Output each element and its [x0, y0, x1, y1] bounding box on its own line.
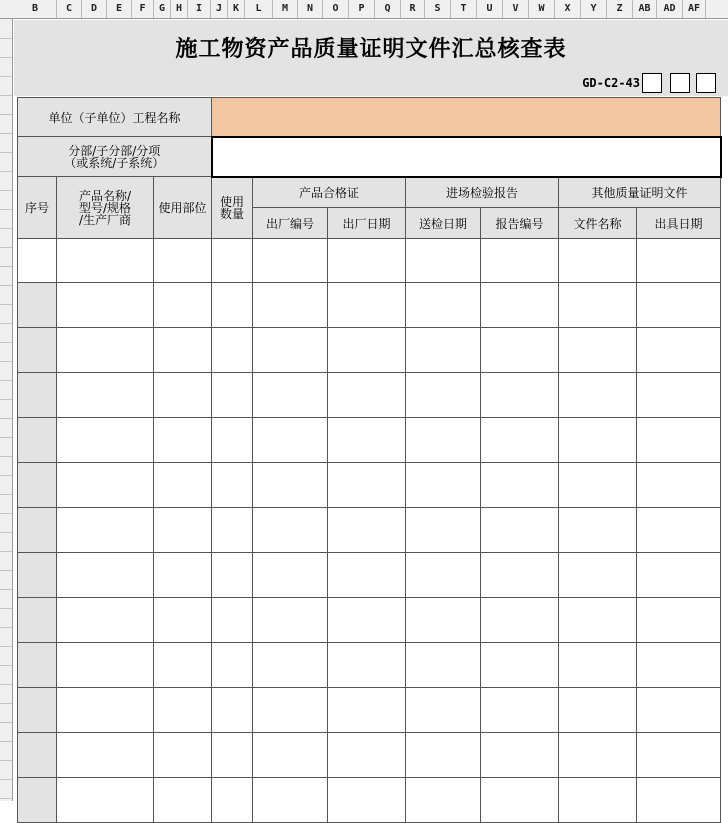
page-title: 施工物资产品质量证明文件汇总核查表: [175, 37, 567, 62]
table-cell[interactable]: [212, 508, 253, 553]
row-header-tick: [0, 513, 12, 514]
table-cell[interactable]: [637, 239, 721, 283]
row-seq-cell[interactable]: [18, 373, 57, 418]
table-cell[interactable]: [406, 553, 481, 598]
table-cell[interactable]: [559, 239, 637, 283]
table-cell[interactable]: [154, 553, 212, 598]
table-cell[interactable]: [559, 508, 637, 553]
row-header-tick: [0, 779, 12, 780]
row-seq-cell[interactable]: [18, 733, 57, 778]
header-group-certificate: 产品合格证: [253, 177, 406, 208]
column-header-u[interactable]: U: [477, 0, 503, 18]
table-cell[interactable]: [57, 778, 154, 823]
table-cell[interactable]: [481, 778, 559, 823]
row-header-tick: [0, 57, 12, 58]
column-header-s[interactable]: S: [425, 0, 451, 18]
column-header-v[interactable]: V: [503, 0, 529, 18]
table-cell[interactable]: [559, 553, 637, 598]
table-cell[interactable]: [637, 643, 721, 688]
column-header-i[interactable]: I: [188, 0, 211, 18]
table-cell[interactable]: [481, 688, 559, 733]
table-cell[interactable]: [637, 283, 721, 328]
column-header-j[interactable]: J: [211, 0, 228, 18]
table-cell[interactable]: [154, 283, 212, 328]
table-row: [18, 239, 721, 283]
column-header-o[interactable]: O: [323, 0, 349, 18]
table-cell[interactable]: [57, 508, 154, 553]
table-cell[interactable]: [154, 418, 212, 463]
table-row: [18, 283, 721, 328]
table-cell[interactable]: [406, 778, 481, 823]
table-cell[interactable]: [154, 598, 212, 643]
doc-number-box-3[interactable]: [696, 73, 716, 93]
header-product-line3: /生产厂商: [78, 212, 132, 227]
column-header-n[interactable]: N: [298, 0, 323, 18]
table-cell[interactable]: [328, 508, 406, 553]
column-header-w[interactable]: W: [529, 0, 555, 18]
header-seq: [18, 177, 57, 239]
table-cell[interactable]: [328, 418, 406, 463]
row-header-tick: [0, 665, 12, 666]
row-header-tick: [0, 589, 12, 590]
title-area: [14, 20, 728, 96]
subdivision-label-cell: [18, 137, 212, 177]
row-header-tick: [0, 437, 12, 438]
header-use-qty: [212, 177, 253, 239]
column-header-h[interactable]: H: [171, 0, 188, 18]
table-cell[interactable]: [328, 598, 406, 643]
table-cell[interactable]: [559, 463, 637, 508]
row-header-tick: [0, 323, 12, 324]
table-cell[interactable]: [57, 239, 154, 283]
table-row: [18, 553, 721, 598]
unit-project-label-cell: [18, 98, 212, 137]
table-cell[interactable]: [481, 283, 559, 328]
table-cell[interactable]: [253, 598, 328, 643]
table-cell[interactable]: [154, 239, 212, 283]
row-header-tick: [0, 760, 12, 761]
table-cell[interactable]: [154, 778, 212, 823]
row-seq-cell[interactable]: [18, 598, 57, 643]
row-header-tick: [0, 95, 12, 96]
table-cell[interactable]: [253, 373, 328, 418]
header-issue-date: 出具日期: [637, 208, 721, 239]
table-cell[interactable]: [637, 373, 721, 418]
header-use-qty-line2: 数量: [219, 206, 244, 221]
table-cell[interactable]: [481, 643, 559, 688]
table-cell[interactable]: [637, 328, 721, 373]
table-cell[interactable]: [481, 553, 559, 598]
subdivision-label-line2: （或系统/子系统）: [64, 155, 165, 170]
row-seq-cell[interactable]: [18, 688, 57, 733]
header-group-other: 其他质量证明文件: [559, 177, 721, 208]
table-cell[interactable]: [637, 598, 721, 643]
table-cell[interactable]: [559, 373, 637, 418]
column-header-r[interactable]: R: [401, 0, 425, 18]
table-cell[interactable]: [57, 688, 154, 733]
table-cell[interactable]: [328, 643, 406, 688]
table-cell[interactable]: [637, 418, 721, 463]
table-cell[interactable]: [559, 283, 637, 328]
table-cell[interactable]: [154, 508, 212, 553]
table-row: [18, 778, 721, 823]
table-cell[interactable]: [559, 643, 637, 688]
row-header-tick: [0, 627, 12, 628]
table-cell[interactable]: [328, 328, 406, 373]
table-cell[interactable]: [406, 373, 481, 418]
table-cell[interactable]: [212, 418, 253, 463]
doc-number-box-2[interactable]: [670, 73, 690, 93]
row-seq-cell[interactable]: [18, 283, 57, 328]
table-cell[interactable]: [559, 733, 637, 778]
table-cell[interactable]: [57, 643, 154, 688]
form-table: [17, 97, 722, 823]
table-cell[interactable]: [328, 778, 406, 823]
table-cell[interactable]: [253, 463, 328, 508]
table-cell[interactable]: [637, 508, 721, 553]
header-product-line1: 产品名称/: [78, 188, 132, 203]
table-cell[interactable]: [328, 239, 406, 283]
table-cell[interactable]: [212, 598, 253, 643]
row-header-tick: [0, 285, 12, 286]
unit-project-input[interactable]: [212, 98, 721, 137]
table-cell[interactable]: [406, 463, 481, 508]
row-header-tick: [0, 361, 12, 362]
table-cell[interactable]: [57, 283, 154, 328]
unit-project-label: 单位（子单位）工程名称: [48, 110, 181, 125]
header-seq-label: 序号: [24, 201, 49, 215]
table-row: [18, 373, 721, 418]
row-header-tick: [0, 304, 12, 305]
table-row: [18, 598, 721, 643]
row-header-tick: [0, 798, 12, 799]
row-seq-cell[interactable]: [18, 418, 57, 463]
column-header-x[interactable]: X: [555, 0, 581, 18]
column-header-strip: [0, 0, 728, 19]
header-factory-date: 出厂日期: [328, 208, 406, 239]
table-cell[interactable]: [57, 373, 154, 418]
row-header-tick: [0, 570, 12, 571]
table-cell[interactable]: [406, 688, 481, 733]
table-row: [18, 463, 721, 508]
table-cell[interactable]: [406, 418, 481, 463]
row-seq-cell[interactable]: [18, 463, 57, 508]
row-header-tick: [0, 342, 12, 343]
column-header-y[interactable]: Y: [581, 0, 607, 18]
table-cell[interactable]: [212, 328, 253, 373]
table-cell[interactable]: [406, 283, 481, 328]
table-cell[interactable]: [253, 239, 328, 283]
header-submit-date: 送检日期: [406, 208, 481, 239]
column-header-af[interactable]: AF: [683, 0, 706, 18]
table-cell[interactable]: [253, 553, 328, 598]
table-cell[interactable]: [559, 778, 637, 823]
table-cell[interactable]: [253, 283, 328, 328]
table-cell[interactable]: [481, 733, 559, 778]
table-row: [18, 643, 721, 688]
table-cell[interactable]: [481, 418, 559, 463]
row-header-tick: [0, 456, 12, 457]
table-row: [18, 688, 721, 733]
row-seq-cell[interactable]: [18, 239, 57, 283]
form-container: [17, 97, 722, 823]
table-cell[interactable]: [212, 553, 253, 598]
table-cell[interactable]: [212, 643, 253, 688]
table-cell[interactable]: [406, 598, 481, 643]
document-number: GD-C2-43: [582, 76, 640, 90]
table-cell[interactable]: [406, 733, 481, 778]
table-cell[interactable]: [154, 463, 212, 508]
header-use-location-label: 使用部位: [158, 201, 207, 215]
table-cell[interactable]: [637, 553, 721, 598]
table-cell[interactable]: [406, 643, 481, 688]
header-report-no: 报告编号: [481, 208, 559, 239]
table-cell[interactable]: [154, 328, 212, 373]
column-header-c[interactable]: C: [57, 0, 82, 18]
row-seq-cell[interactable]: [18, 643, 57, 688]
table-cell[interactable]: [57, 598, 154, 643]
row-header-tick: [0, 646, 12, 647]
subdivision-input[interactable]: [212, 137, 721, 177]
row-seq-cell[interactable]: [18, 553, 57, 598]
table-cell[interactable]: [253, 733, 328, 778]
table-cell[interactable]: [57, 553, 154, 598]
subdivision-label-line1: 分部/子分部/分项: [68, 143, 161, 158]
row-header-tick: [0, 171, 12, 172]
row-header-tick: [0, 38, 12, 39]
row-header-tick: [0, 532, 12, 533]
row-header-tick: [0, 475, 12, 476]
table-cell[interactable]: [253, 328, 328, 373]
column-header-g[interactable]: G: [154, 0, 171, 18]
table-cell[interactable]: [559, 418, 637, 463]
row-seq-cell[interactable]: [18, 778, 57, 823]
header-use-qty-line1: 使用: [219, 194, 244, 209]
table-cell[interactable]: [328, 283, 406, 328]
row-header-strip: [0, 19, 13, 801]
table-row: [18, 328, 721, 373]
row-header-tick: [0, 190, 12, 191]
row-header-tick: [0, 114, 12, 115]
table-cell[interactable]: [328, 553, 406, 598]
table-cell[interactable]: [481, 598, 559, 643]
table-cell[interactable]: [559, 598, 637, 643]
table-row: [18, 733, 721, 778]
row-header-tick: [0, 494, 12, 495]
column-header-k[interactable]: K: [228, 0, 245, 18]
row-header-tick: [0, 551, 12, 552]
table-cell[interactable]: [559, 688, 637, 733]
row-header-tick: [0, 741, 12, 742]
row-header-tick: [0, 722, 12, 723]
table-cell[interactable]: [253, 418, 328, 463]
row-header-tick: [0, 703, 12, 704]
table-cell[interactable]: [154, 643, 212, 688]
table-cell[interactable]: [212, 373, 253, 418]
table-cell[interactable]: [212, 463, 253, 508]
table-cell[interactable]: [328, 733, 406, 778]
column-header-e[interactable]: E: [107, 0, 132, 18]
column-header-f[interactable]: F: [132, 0, 154, 18]
header-file-name: 文件名称: [559, 208, 637, 239]
table-cell[interactable]: [253, 688, 328, 733]
table-cell[interactable]: [57, 463, 154, 508]
column-header-l[interactable]: L: [245, 0, 273, 18]
column-header-q[interactable]: Q: [375, 0, 401, 18]
row-header-tick: [0, 228, 12, 229]
row-header-tick: [0, 76, 12, 77]
table-cell[interactable]: [57, 418, 154, 463]
table-cell[interactable]: [637, 733, 721, 778]
column-header-z[interactable]: Z: [607, 0, 633, 18]
column-header-t[interactable]: T: [451, 0, 477, 18]
table-cell[interactable]: [253, 778, 328, 823]
column-header-ab[interactable]: AB: [633, 0, 657, 18]
header-product: [57, 177, 154, 239]
header-use-location: [154, 177, 212, 239]
table-cell[interactable]: [406, 508, 481, 553]
row-header-tick: [0, 380, 12, 381]
header-group-inspection: 进场检验报告: [406, 177, 559, 208]
row-seq-cell[interactable]: [18, 328, 57, 373]
table-cell[interactable]: [154, 733, 212, 778]
table-cell[interactable]: [57, 328, 154, 373]
header-factory-no: 出厂编号: [253, 208, 328, 239]
column-header-p[interactable]: P: [349, 0, 375, 18]
table-cell[interactable]: [559, 328, 637, 373]
table-cell[interactable]: [481, 239, 559, 283]
column-header-m[interactable]: M: [273, 0, 298, 18]
table-cell[interactable]: [154, 688, 212, 733]
row-header-tick: [0, 399, 12, 400]
row-header-tick: [0, 133, 12, 134]
table-cell[interactable]: [406, 239, 481, 283]
row-header-tick: [0, 209, 12, 210]
table-cell[interactable]: [57, 733, 154, 778]
row-header-tick: [0, 684, 12, 685]
row-header-tick: [0, 418, 12, 419]
table-cell[interactable]: [212, 778, 253, 823]
table-cell[interactable]: [154, 373, 212, 418]
row-seq-cell[interactable]: [18, 508, 57, 553]
column-header-ad[interactable]: AD: [657, 0, 683, 18]
table-cell[interactable]: [212, 239, 253, 283]
table-cell[interactable]: [212, 688, 253, 733]
table-cell[interactable]: [481, 508, 559, 553]
table-cell[interactable]: [328, 688, 406, 733]
table-cell[interactable]: [406, 328, 481, 373]
table-cell[interactable]: [481, 463, 559, 508]
table-cell[interactable]: [481, 373, 559, 418]
table-cell[interactable]: [637, 778, 721, 823]
header-product-line2: 型号/规格: [78, 200, 132, 215]
row-header-tick: [0, 152, 12, 153]
table-cell[interactable]: [637, 688, 721, 733]
table-cell[interactable]: [328, 373, 406, 418]
column-header-d[interactable]: D: [82, 0, 107, 18]
column-header-b[interactable]: B: [14, 0, 57, 18]
doc-number-box-1[interactable]: [642, 73, 662, 93]
table-cell[interactable]: [328, 463, 406, 508]
row-header-tick: [0, 266, 12, 267]
row-header-tick: [0, 608, 12, 609]
table-cell[interactable]: [637, 463, 721, 508]
table-cell[interactable]: [212, 283, 253, 328]
table-cell[interactable]: [253, 643, 328, 688]
table-cell[interactable]: [253, 508, 328, 553]
table-cell[interactable]: [212, 733, 253, 778]
table-cell[interactable]: [481, 328, 559, 373]
table-row: [18, 418, 721, 463]
table-row: [18, 508, 721, 553]
row-header-tick: [0, 247, 12, 248]
